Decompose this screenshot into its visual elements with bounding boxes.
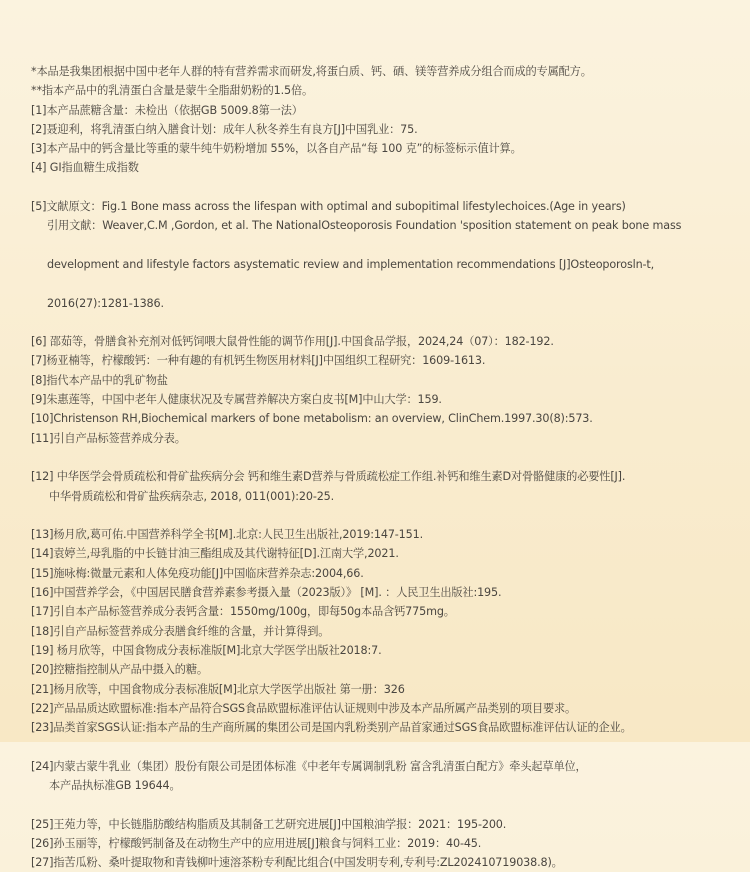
footnote-item: [21]杨月欣等，中国食物成分表标准版[M]北京大学医学出版社 第一册：326 [31, 682, 405, 696]
footnote-line: 2016(27):1281-1386. [47, 296, 164, 310]
footnote-item: [7]杨亚楠等，柠檬酸钙：一种有趣的有机钙生物医用材料[J]中国组织工程研究：1609-1613. [31, 354, 486, 368]
footnote-list [31, 62, 726, 872]
footnote-item: *本品是我集团根据中国中老年人群的特有营养需求而研发,将蛋白质、钙、硒、镁等营养成分组合而成的专属配方。 [31, 65, 592, 78]
footnote-line: 引用文献：Weaver,C.M ,Gordon, et al. The NationalOsteoporosis Foundation 'sposition statement on peak bone mass [47, 219, 682, 233]
footnote-item: [4] GI指血糖生成指数 [31, 161, 139, 175]
footnote-item: [18]引自产品标签营养成分表膳食纤维的含量，并计算得到。 [31, 624, 330, 638]
footnote-line: [12] 中华医学会骨质疏松和骨矿盐疾病分会 钙和维生素D营养与骨质疏松症工作组.补钙和维生素D对骨骼健康的必要性[J]. [31, 470, 626, 484]
footnote-item: [27]指苦瓜粉、桑叶提取物和青钱柳叶速溶茶粉专利配比组合(中国发明专利,专利号:ZL202410719038.8)。 [31, 856, 563, 870]
footnote-line: development and lifestyle factors asystematic review and implementation recommendations [J]Osteoporosln-t, [47, 257, 655, 271]
footnote-line: [24]内蒙古蒙牛乳业（集团）股份有限公司是团体标准《中老年专属调制乳粉 富含乳清蛋白配方》牵头起草单位， [31, 759, 587, 773]
footnote-line: 本产品执标准GB 19644。 [49, 778, 181, 792]
footnote-item: [26]孙玉丽等，柠檬酸钙制备及在动物生产中的应用进展[J]粮食与饲料工业：2019：40-45. [31, 836, 482, 850]
footnote-item: [1]本产品蔗糖含量：未检出（依据GB 5009.8第一法） [31, 103, 303, 117]
footnote-line: [5]文献原文：Fig.1 Bone mass across the lifespan with optimal and subopitimal lifestylechoices.(Age in years) [31, 200, 626, 214]
footnote-item: [3]本产品中的钙含量比等重的蒙牛纯牛奶粉增加 55%，以各自产品“每 100 克”的标签标示值计算。 [31, 142, 522, 156]
footnote-item: [22]产品品质达欧盟标准:指本产品符合SGS食品欧盟标准评估认证规则中涉及本产品所属产品类别的项目要求。 [31, 701, 577, 715]
footnote-item: [17]引自本产品标签营养成分表钙含量：1550mg/100g，即每50g本品含钙775mg。 [31, 605, 455, 619]
footnote-item: [9]朱惠莲等，中国中老年人健康状况及专属营养解决方案白皮书[M]中山大学：159. [31, 393, 442, 407]
footnote-item: [2]聂迎利，将乳清蛋白纳入膳食计划：成年人秋冬养生有良方[J]中国乳业：75. [31, 122, 418, 136]
footnote-item: [20]控糖指控制从产品中摄入的糖。 [31, 663, 208, 677]
footnote-item: [8]指代本产品中的乳矿物盐 [31, 373, 168, 387]
footnote-item: [16]中国营养学会，《中国居民膳食营养素参考摄入量（2023版）》 [M]. ：人民卫生出版社:195. [31, 586, 502, 600]
footnote-item: [13]杨月欣,葛可佑.中国营养科学全书[M].北京:人民卫生出版社,2019:147-151. [31, 528, 423, 542]
footnote-item-12 [31, 448, 726, 525]
footnote-item: [15]施咏梅:微量元素和人体免疫功能[J]中国临床营养杂志:2004,66. [31, 566, 364, 580]
footnote-item: [11]引自产品标签营养成分表。 [31, 431, 186, 445]
footnote-item: **指本产品中的乳清蛋白含量是蒙牛全脂甜奶粉的1.5倍。 [31, 84, 314, 98]
footnote-item: [6] 邵茹等，骨膳食补充剂对低钙饲喂大鼠骨性能的调节作用[J].中国食品学报，2024,24（07）：182-192. [31, 335, 554, 349]
footnote-item-5 [31, 178, 726, 332]
footnote-item: [25]王苑力等，中长链脂肪酸结构脂质及其制备工艺研究进展[J]中国粮油学报：2021：195-200. [31, 817, 507, 831]
footnote-item: [10]Christenson RH,Biochemical markers of bone metabolism: an overview, ClinChem.1997.30(8):573. [31, 412, 593, 426]
footnote-line: 中华骨质疏松和骨矿盐疾病杂志, 2018, 011(001):20-25. [49, 489, 335, 503]
footnote-item: [23]品类首家SGS认证:指本产品的生产商所属的集团公司是国内乳粉类别产品首家通过SGS食品欧盟标准评估认证的企业。 [31, 721, 632, 735]
footnote-item: [14]袁婷兰,母乳脂的中长链甘油三酯组成及其代谢特征[D].江南大学,2021. [31, 547, 399, 561]
footnote-item: [19] 杨月欣等，中国食物成分表标准版[M]北京大学医学出版社2018:7. [31, 643, 382, 657]
footnote-item-24 [31, 737, 726, 814]
